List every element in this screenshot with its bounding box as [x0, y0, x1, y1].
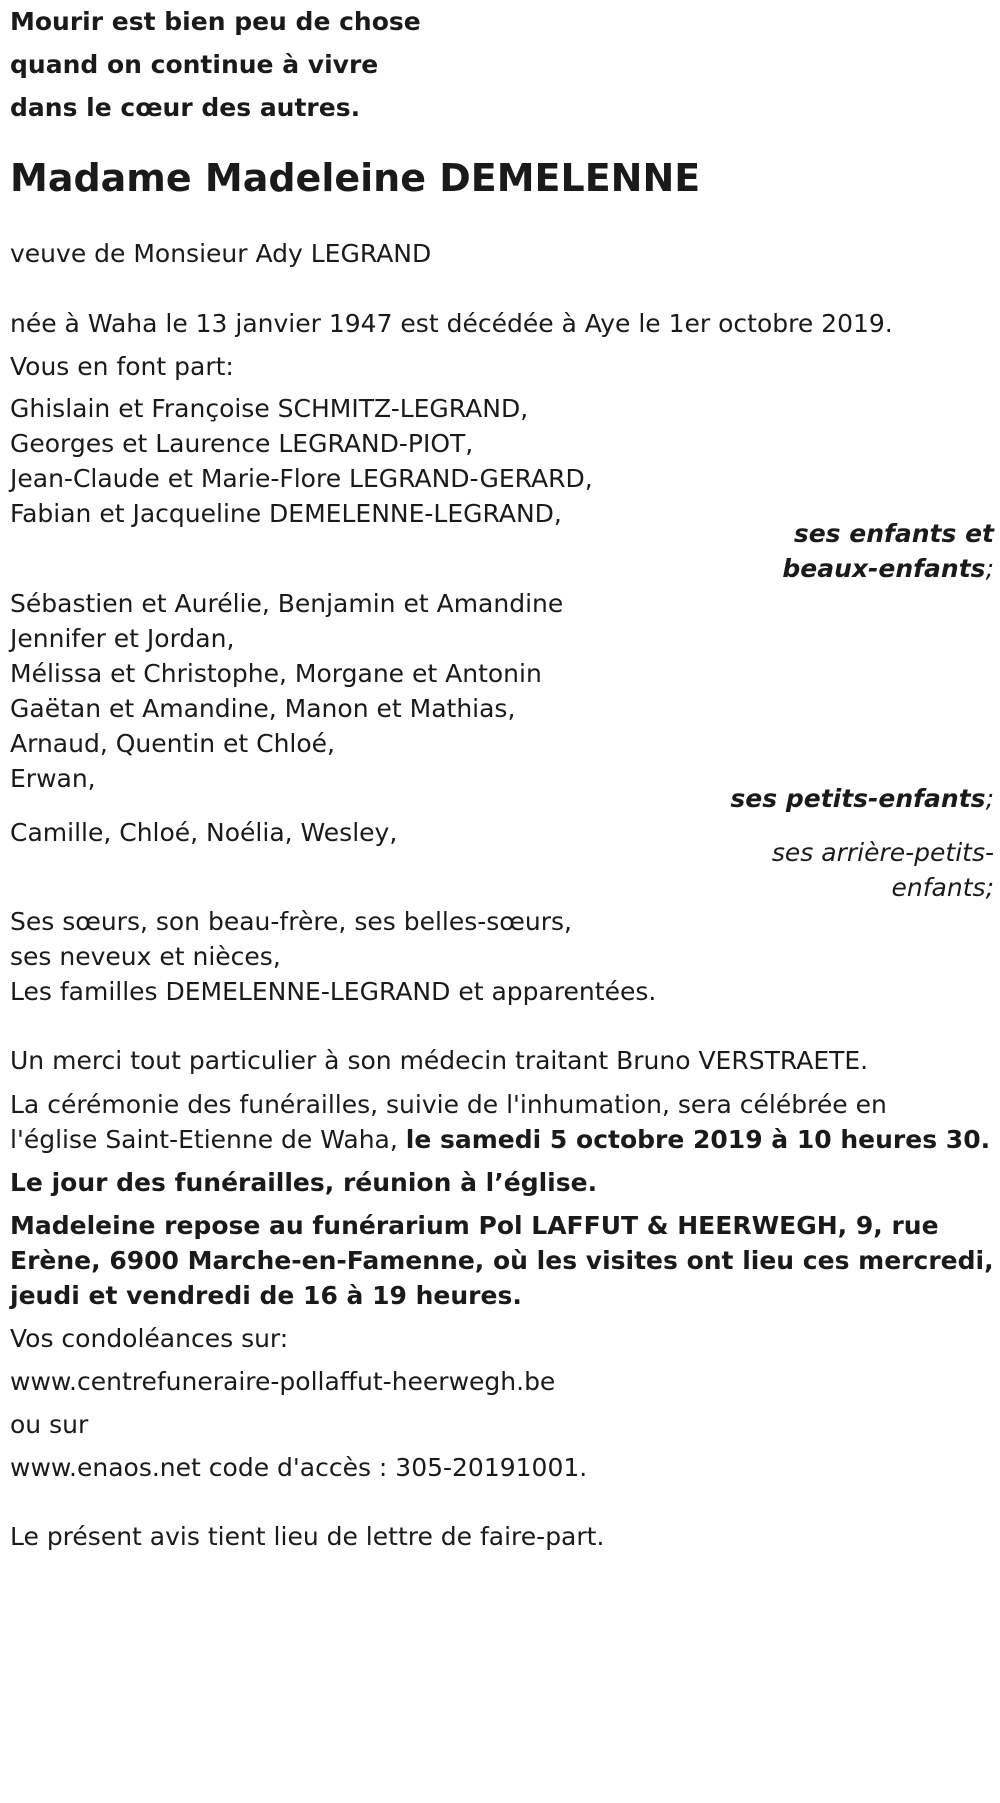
repose-line: Madeleine repose au funérarium Pol LAFFUT & HEERWEGH, 9, rue — [10, 1211, 939, 1240]
grandchildren-line: Jennifer et Jordan, — [10, 624, 235, 653]
or-line: ou sur — [10, 1410, 89, 1439]
grandchildren-line: Arnaud, Quentin et Chloé, — [10, 729, 335, 758]
thanks-line: Un merci tout particulier à son médecin traitant Bruno VERSTRAETE. — [10, 1046, 869, 1075]
children-line: Jean-Claude et Marie-Flore LEGRAND-GERARD, — [10, 464, 593, 493]
announce-line: Vous en font part: — [10, 352, 234, 381]
great-grandchildren-label: ses arrière-petits- — [771, 838, 994, 867]
ceremony-line: La cérémonie des funérailles, suivie de l'inhumation, sera célébrée en — [10, 1090, 887, 1119]
ceremony-line-2: l'église Saint-Etienne de Waha, le samedi 5 octobre 2019 à 10 heures 30. — [10, 1125, 991, 1154]
children-label: ses enfants et — [793, 519, 994, 548]
grandchildren-line: Erwan, — [10, 764, 96, 793]
children-line: Fabian et Jacqueline DEMELENNE-LEGRAND, — [10, 499, 562, 528]
great-grandchildren-label-2: enfants; — [891, 873, 994, 902]
family-line: Les familles DEMELENNE-LEGRAND et apparentées. — [10, 977, 657, 1006]
epigraph-line: dans le cœur des autres. — [10, 93, 361, 122]
family-line: ses neveux et nièces, — [10, 942, 281, 971]
grandchildren-line: Gaëtan et Amandine, Manon et Mathias, — [10, 694, 516, 723]
epigraph-line: quand on continue à vivre — [10, 50, 379, 79]
repose-line: Erène, 6900 Marche-en-Famenne, où les visites ont lieu ces mercredi, — [10, 1246, 994, 1275]
condolences-line: Vos condoléances sur: — [10, 1324, 289, 1353]
grandchildren-line: Mélissa et Christophe, Morgane et Antonin — [10, 659, 542, 688]
grandchildren-line: Sébastien et Aurélie, Benjamin et Amandine — [10, 589, 564, 618]
great-grandchildren-line: Camille, Chloé, Noélia, Wesley, — [10, 818, 398, 847]
spouse-line: veuve de Monsieur Ady LEGRAND — [10, 239, 432, 268]
grandchildren-label: ses petits-enfants; — [730, 784, 994, 813]
children-line: Georges et Laurence LEGRAND-PIOT, — [10, 429, 474, 458]
children-line: Ghislain et Françoise SCHMITZ-LEGRAND, — [10, 394, 529, 423]
family-line: Ses sœurs, son beau-frère, ses belles-sœurs, — [10, 907, 572, 936]
deceased-name: Madame Madeleine DEMELENNE — [10, 156, 701, 200]
birth-death-line: née à Waha le 13 janvier 1947 est décédée à Aye le 1er octobre 2019. — [10, 309, 893, 338]
closing-line: Le présent avis tient lieu de lettre de faire-part. — [10, 1522, 605, 1551]
website-link[interactable]: www.centrefuneraire-pollaffut-heerwegh.be — [10, 1367, 556, 1396]
epigraph-line: Mourir est bien peu de chose — [10, 7, 421, 36]
repose-line: jeudi et vendredi de 16 à 19 heures. — [10, 1281, 522, 1310]
meeting-line: Le jour des funérailles, réunion à l’église. — [10, 1168, 598, 1197]
children-label-2: beaux-enfants; — [782, 554, 994, 583]
website-access-line[interactable]: www.enaos.net code d'accès : 305-20191001. — [10, 1453, 588, 1482]
